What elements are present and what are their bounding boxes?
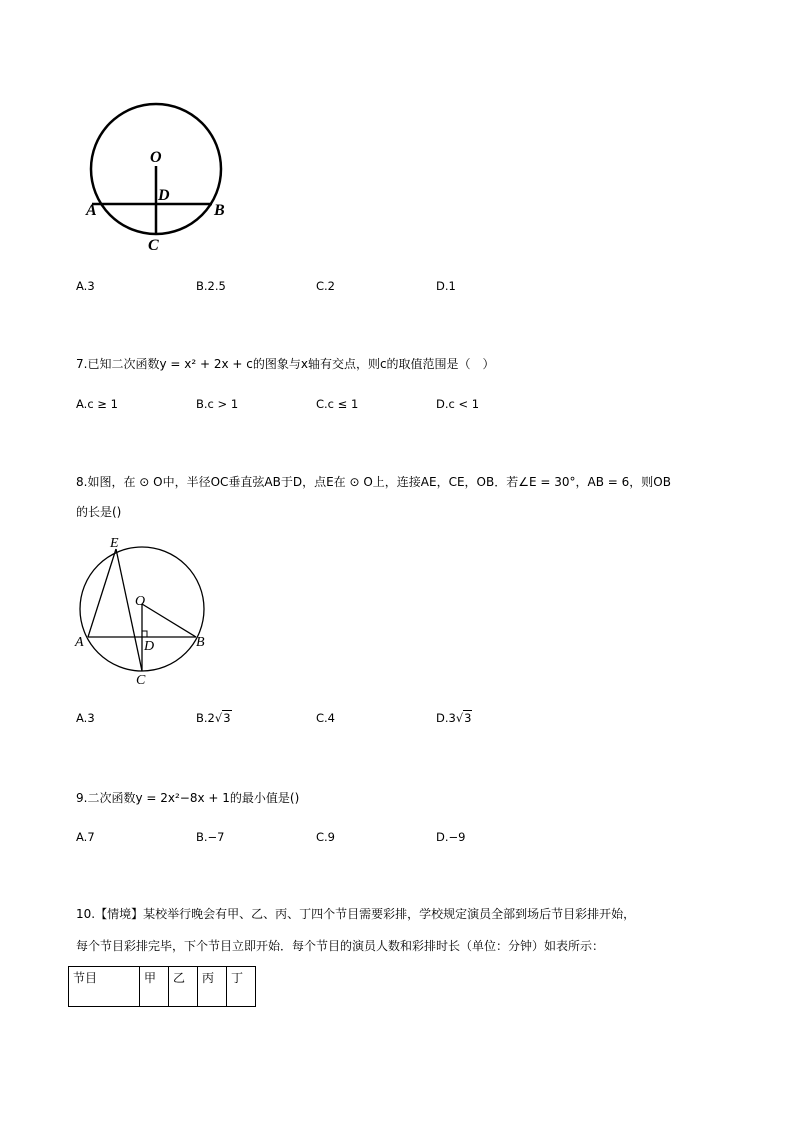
q10-table-header-jia: 甲 — [140, 967, 169, 1007]
q7-option-d[interactable]: D.c < 1 — [436, 397, 480, 411]
q7-option-a[interactable]: A.c ≥ 1 — [76, 397, 118, 411]
q8-label-a: A — [75, 635, 84, 650]
q9-option-c[interactable]: C.9 — [316, 830, 336, 844]
q6-label-c: C — [148, 237, 159, 254]
q8-option-d-radicand: 3 — [464, 711, 472, 725]
q8-stem-line2: 的长是() — [76, 505, 122, 519]
q9-option-d[interactable]: D.−9 — [436, 830, 466, 844]
q8-option-a-text: A.3 — [76, 711, 95, 725]
q8-segment-ec — [116, 549, 142, 671]
q10-table-header-yi: 乙 — [169, 967, 198, 1007]
q10-line1: 10.【情境】某校举行晚会有甲、乙、丙、丁四个节目需要彩排，学校规定演员全部到场后节目彩排开始， — [76, 907, 636, 921]
q6-option-b[interactable]: B.2.5 — [196, 279, 226, 293]
q8-option-d[interactable] — [436, 710, 472, 726]
q10-line2: 每个节目彩排完毕，下个节目立即开始．每个节目的演员人数和彩排时长（单位：分钟）如表所示： — [76, 939, 605, 953]
q8-option-b-radicand: 3 — [223, 711, 231, 725]
q6-label-a: A — [86, 202, 97, 219]
q8-label-e: E — [110, 536, 119, 551]
q10-table-header-row — [69, 967, 256, 1007]
q8-option-b-sqrt: √3 — [214, 711, 231, 725]
q10-table — [68, 966, 256, 1007]
q7-stem: 7.已知二次函数y = x² + 2x + c的图象与x轴有交点，则c的取值范围是（ ） — [76, 357, 495, 371]
q8-figure — [70, 534, 220, 686]
q9-option-a[interactable]: A.7 — [76, 830, 95, 844]
q8-label-o: O — [135, 594, 146, 609]
q8-label-d: D — [144, 639, 155, 654]
q9-option-b[interactable]: B.−7 — [196, 830, 225, 844]
q10-table-header-ding: 丁 — [227, 967, 256, 1007]
q8-option-b-text: B.2 — [196, 711, 215, 725]
q7-option-b[interactable]: B.c > 1 — [196, 397, 239, 411]
q7-option-c[interactable]: C.c ≤ 1 — [316, 397, 359, 411]
q8-option-a[interactable] — [76, 710, 95, 726]
q10-table-header-bing: 丙 — [198, 967, 227, 1007]
q6-option-c[interactable]: C.2 — [316, 279, 336, 293]
q8-option-d-text: D.3 — [436, 711, 456, 725]
q8-right-angle-mark — [142, 631, 147, 637]
q8-stem-line1: 8.如图，在 ⊙ O中，半径OC垂直弦AB于D，点E在 ⊙ O上，连接AE，CE，OB．若∠E = 30°，AB = 6，则OB — [76, 475, 671, 489]
q8-label-b: B — [196, 635, 205, 650]
q6-label-d: D — [158, 187, 170, 204]
q8-option-b[interactable] — [196, 710, 232, 726]
q6-option-a[interactable]: A.3 — [76, 279, 95, 293]
q8-option-c-text: C.4 — [316, 711, 336, 725]
q8-label-c: C — [136, 673, 146, 688]
q6-figure — [80, 100, 240, 260]
q8-option-d-sqrt: √3 — [455, 711, 472, 725]
q6-option-d[interactable]: D.1 — [436, 279, 456, 293]
q10-table-header-program: 节目 — [69, 967, 140, 1007]
q8-option-c[interactable] — [316, 710, 335, 726]
q9-stem: 9.二次函数y = 2x²−8x + 1的最小值是() — [76, 791, 300, 805]
q6-label-o: O — [150, 149, 162, 166]
q6-label-b: B — [214, 202, 225, 219]
q8-segment-ob — [142, 604, 196, 637]
